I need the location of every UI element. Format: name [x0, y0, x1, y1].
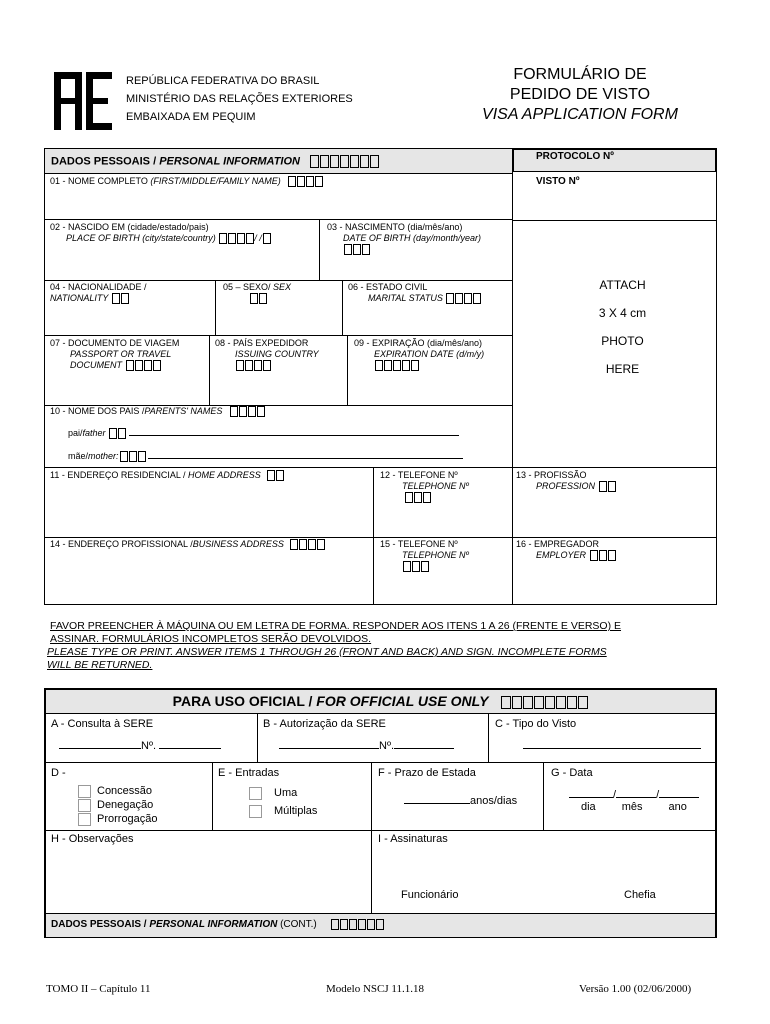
title-line-3: VISA APPLICATION FORM [482, 106, 678, 123]
title-line-2: PEDIDO DE VISTO [509, 86, 651, 103]
org-line-2: MINISTÉRIO DAS RELAÇÕES EXTERIORES [126, 93, 353, 105]
field-02-place-of-birth[interactable]: 02 - NASCIDO EM (cidade/estado/pais) PLACE OF BIRTH (city/state/country) / / [50, 222, 315, 244]
field-a-sere-consultation[interactable]: A - Consulta à SERE Nº. [51, 718, 221, 752]
instructions-notice: FAVOR PREENCHER À MÁQUINA OU EM LETRA DE FORMA. RESPONDER AOS ITENS 1 A 26 (FRENTE E VERSO) E ASSINAR. FORMULÁRIOS INCOMPLETOS SERÃO DEVOLVIDOS. PLEASE TYPE OR PRINT. ANSWER ITEMS 1 THROUGH 26 (FRONT AND BACK) AND SIGN. INCOMPLETE FORMS WILL BE RETURNED. [47, 620, 622, 671]
field-d-decision: D - [51, 767, 66, 779]
field-c-visa-type[interactable]: C - Tipo do Visto [495, 718, 701, 752]
checkbox-multiplas[interactable]: Múltiplas [249, 802, 317, 820]
title-line-1: FORMULÁRIO DE [513, 66, 647, 83]
field-f-stay-duration[interactable]: F - Prazo de Estada anos/dias [378, 767, 518, 807]
field-16-employer[interactable]: 16 - EMPREGADOR EMPLOYER [516, 539, 711, 561]
field-b-sere-authorization[interactable]: B - Autorização da SERE Nº. [263, 718, 454, 752]
field-15-telephone[interactable]: 15 - TELEFONE Nº TELEPHONE Nº [380, 539, 510, 572]
field-e-entries: E - Entradas [218, 767, 280, 779]
org-line-3: EMBAIXADA EM PEQUIM [126, 111, 256, 123]
official-use-header: PARA USO OFICIAL / FOR OFFICIAL USE ONLY [46, 690, 715, 714]
field-07-travel-document[interactable]: 07 - DOCUMENTO DE VIAGEM PASSPORT OR TRAVEL DOCUMENT [50, 338, 180, 370]
field-10-parents-names: 10 - NOME DOS PAIS /PARENTS' NAMES [50, 406, 505, 417]
field-h-observations[interactable]: H - Observações [51, 833, 134, 845]
field-g-date[interactable]: G - Data / / dia mês ano [551, 767, 711, 813]
logo [52, 70, 114, 132]
field-04-nationality[interactable]: 04 - NACIONALIDADE / NATIONALITY [50, 282, 147, 303]
footer-left: TOMO II – Capítulo 11 [46, 983, 151, 995]
field-13-profession[interactable]: 13 - PROFISSÃO PROFESSION [516, 470, 711, 492]
checkbox-concessao[interactable]: Concessão [78, 784, 158, 798]
personal-info-header: DADOS PESSOAIS / PERSONAL INFORMATION [45, 149, 512, 174]
field-11-home-address[interactable]: 11 - ENDEREÇO RESIDENCIAL / HOME ADDRESS [50, 470, 370, 481]
field-01-full-name[interactable]: 01 - NOME COMPLETO (FIRST/MIDDLE/FAMILY NAME) [50, 176, 505, 187]
org-line-1: REPÚBLICA FEDERATIVA DO BRASIL [126, 75, 320, 87]
photo-placeholder: ATTACH 3 X 4 cm PHOTO HERE [598, 278, 647, 376]
protocol-number[interactable]: PROTOCOLO Nº [536, 151, 614, 162]
field-05-sex[interactable]: 05 – SEXO/ SEX [223, 282, 338, 304]
field-09-expiration-date[interactable]: 09 - EXPIRAÇÃO (dia/mês/ano) EXPIRATION DATE (d/m/y) [354, 338, 510, 371]
footer-right: Versão 1.00 (02/06/2000) [579, 983, 692, 995]
checkbox-denegacao[interactable]: Denegação [78, 798, 158, 812]
checkbox-uma[interactable]: Uma [249, 784, 317, 802]
checkbox-prorrogacao[interactable]: Prorrogação [78, 812, 158, 826]
personal-info-continued: DADOS PESSOAIS / PERSONAL INFORMATION (CONT.) [51, 919, 384, 930]
mother-name-field[interactable]: mãe/mother: [68, 451, 468, 462]
field-03-date-of-birth[interactable]: 03 - NASCIMENTO (dia/mês/ano) DATE OF BIRTH (day/month/year) [327, 222, 509, 255]
field-06-marital-status[interactable]: 06 - ESTADO CIVIL MARITAL STATUS [348, 282, 508, 304]
field-08-issuing-country[interactable]: 08 - PAÍS EXPEDIDOR ISSUING COUNTRY [215, 338, 345, 371]
signature-head[interactable]: Chefia [624, 889, 656, 901]
footer-center: Modelo NSCJ 11.1.18 [326, 983, 424, 995]
father-name-field[interactable]: pai/father [68, 428, 468, 439]
field-12-telephone[interactable]: 12 - TELEFONE Nº TELEPHONE Nº [380, 470, 510, 503]
visa-number[interactable]: VISTO Nº [536, 176, 580, 187]
signature-officer[interactable]: Funcionário [401, 889, 459, 901]
field-i-signatures[interactable]: I - Assinaturas [378, 833, 448, 845]
field-14-business-address[interactable]: 14 - ENDEREÇO PROFISSIONAL /BUSINESS ADDRESS [50, 539, 370, 550]
